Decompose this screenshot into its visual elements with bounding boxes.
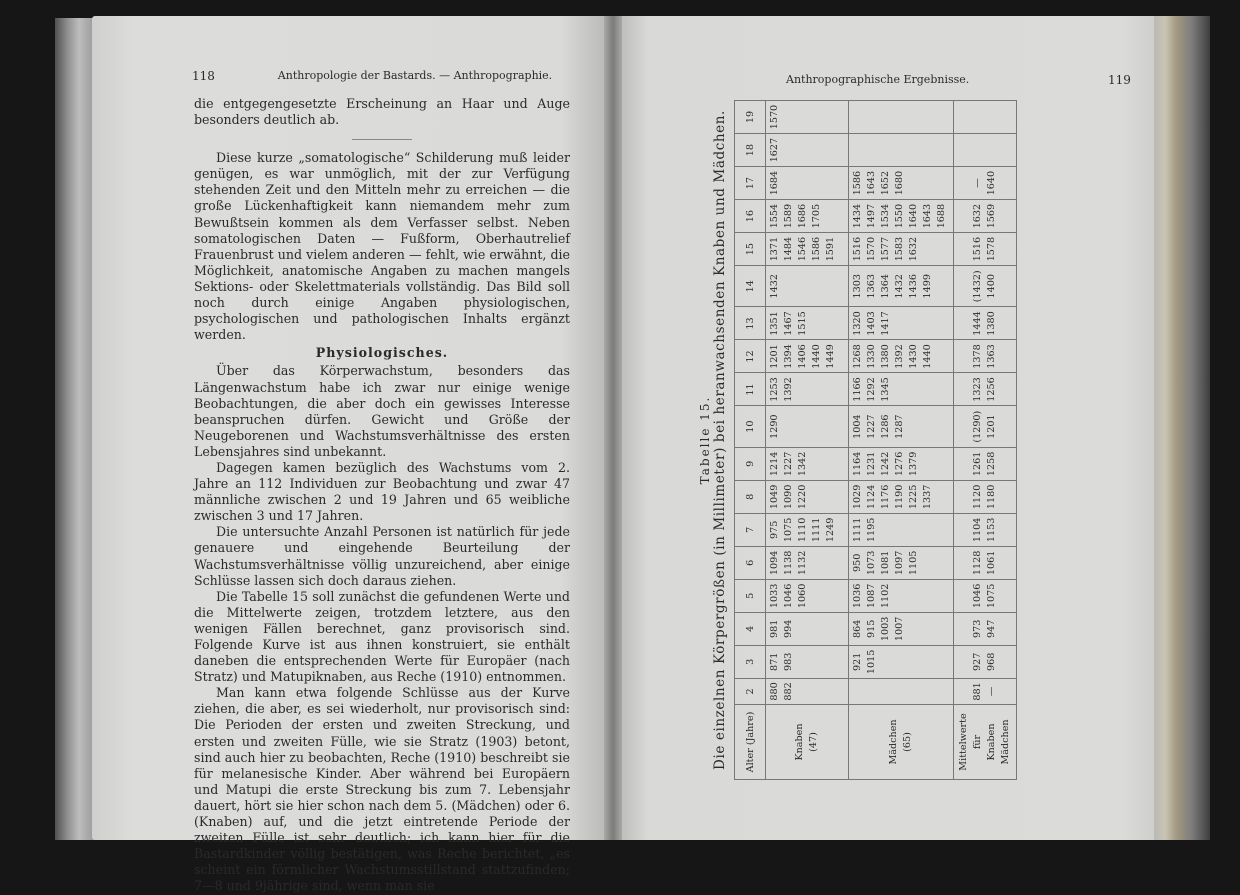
left-running-head xyxy=(192,69,578,83)
girls-cell xyxy=(849,645,954,678)
mean-girls-value: 968 xyxy=(986,652,997,672)
paragraph-tabelle: Die Tabelle 15 soll zunächst die gefundenen Werte und die Mittelwerte zeigen, trotzdem letztere, aus den wenigen Fällen berechnet, ganz provisorisch sind. Folgende Kurve ist aus ihnen konstruiert, sie enthält daneben die entsprechenden Werte für Europäer (nach Stratz) und Matupiknaben, aus Reche (1910) entnommen. xyxy=(194,588,570,685)
boys-value: 1394 xyxy=(783,344,794,369)
girls-cell xyxy=(849,373,954,406)
mean-girls-value: 947 xyxy=(986,619,997,639)
boys-value: 1467 xyxy=(783,311,794,336)
boys-value: 1214 xyxy=(769,451,780,477)
girls-cell xyxy=(849,406,954,447)
mean-girls-label: Mädchen xyxy=(1000,719,1011,765)
boys-cell xyxy=(766,167,849,200)
boys-value: 1705 xyxy=(811,203,822,229)
boys-value: 1201 xyxy=(769,344,780,369)
table-row-means xyxy=(954,101,1017,780)
girls-cell xyxy=(849,134,954,167)
girls-value: 1087 xyxy=(866,583,877,609)
mean-girls-value: 1153 xyxy=(986,517,997,543)
mean-cell xyxy=(954,340,1017,373)
age-header: Alter (Jahre) xyxy=(735,705,766,780)
boys-count: (47) xyxy=(808,732,819,752)
girls-value: 1286 xyxy=(880,414,891,439)
boys-value: 1253 xyxy=(769,377,780,402)
mean-girls-value: 1258 xyxy=(986,451,997,477)
mean-boys-value: 1104 xyxy=(972,517,983,543)
boys-cell xyxy=(766,645,849,678)
section-rule xyxy=(352,139,412,140)
age-header-cell: 8 xyxy=(735,480,766,513)
girls-value: 1225 xyxy=(908,484,919,510)
mean-girls-value: 1363 xyxy=(986,344,997,369)
boys-value: 1570 xyxy=(769,104,780,130)
boys-value: 1371 xyxy=(769,236,780,262)
boys-value: 1554 xyxy=(769,203,780,229)
girls-value: 1330 xyxy=(866,344,877,369)
boys-cell xyxy=(766,134,849,167)
mean-boys-value: 973 xyxy=(972,619,983,639)
girls-value: 1292 xyxy=(866,377,877,402)
boys-cell xyxy=(766,340,849,373)
mean-cell xyxy=(954,678,1017,704)
girls-cell xyxy=(849,612,954,645)
boys-value: 1227 xyxy=(783,451,794,477)
mean-cell xyxy=(954,447,1017,480)
girls-value: 1242 xyxy=(880,451,891,477)
boys-value: 1033 xyxy=(769,583,780,609)
girls-value: 1379 xyxy=(908,451,919,477)
mean-boys-value: 1128 xyxy=(972,550,983,576)
boys-value: 994 xyxy=(783,619,794,639)
boys-value: 1110 xyxy=(797,517,808,543)
girls-cell xyxy=(849,340,954,373)
mean-girls-value: 1201 xyxy=(986,414,997,439)
boys-label: Knaben xyxy=(794,723,805,761)
girls-value: 1176 xyxy=(880,484,891,510)
boys-value: 1290 xyxy=(769,414,780,439)
boys-value: 1046 xyxy=(783,583,794,609)
girls-cell xyxy=(849,480,954,513)
table-15-rotated xyxy=(698,100,1118,780)
boys-value: 1586 xyxy=(811,236,822,262)
girls-value: 864 xyxy=(852,619,863,639)
mean-cell xyxy=(954,579,1017,612)
girls-cell xyxy=(849,167,954,200)
paragraph-anzahl: Die untersuchte Anzahl Personen ist natürlich für jede genauere und eingehende Beurteilung der Wachstumsverhältnisse völlig unzureichend, aber einige Schlüsse lassen sich doch daraus ziehen. xyxy=(194,524,570,588)
age-header-cell: 6 xyxy=(735,546,766,579)
girls-value: 1190 xyxy=(894,484,905,510)
mean-girls-value: 1075 xyxy=(986,583,997,609)
age-header-cell: 13 xyxy=(735,307,766,340)
girls-value: 1392 xyxy=(894,344,905,369)
age-header-cell: 18 xyxy=(735,134,766,167)
mean-boys-value: (1432) xyxy=(972,270,983,303)
girls-value: 1403 xyxy=(866,311,877,336)
boys-cell xyxy=(766,513,849,546)
boys-cell xyxy=(766,307,849,340)
age-header-cell: 4 xyxy=(735,612,766,645)
age-header-cell: 12 xyxy=(735,340,766,373)
intro-paragraph: die entgegengesetzte Erscheinung an Haar und Auge besonders deutlich ab. xyxy=(194,96,570,128)
age-header-cell: 16 xyxy=(735,200,766,233)
girls-cell xyxy=(849,678,954,704)
table-label: Tabelle 15. xyxy=(698,395,712,485)
boys-value: 1138 xyxy=(783,550,794,576)
girls-value: 1516 xyxy=(852,236,863,262)
boys-cell xyxy=(766,546,849,579)
subheading-physiologisches: Physiologisches. xyxy=(315,345,449,361)
boys-cell xyxy=(766,101,849,134)
girls-cell xyxy=(849,233,954,266)
paragraph-somatologie: Diese kurze „somatologische“ Schilderung muß leider genügen, es war unmöglich, mit der zur Verfügung stehenden Zeit und den Mitteln mehr zu erreichen — die große Lückenhaftigkeit kann niemandem mehr zum Bewußtsein kommen als dem Verfasser selbst. Neben somatologischen Daten — Fußform, Oberhautrelief Frauenbrust und vielem anderen — fehlt, wie erwähnt, die Möglichkeit, anatomische Angaben zu machen mangels Sektions- oder Skelettmaterials vollständig. Das Bild soll noch durch einige Angaben physiologischen, psychologischen und pathologischen Inhalts ergänzt werden. xyxy=(194,150,570,343)
mean-boys-value: 1261 xyxy=(972,451,983,477)
girls-value: 1632 xyxy=(908,236,919,262)
girls-value: 1583 xyxy=(894,236,905,262)
girls-cell xyxy=(849,307,954,340)
girls-value: 1550 xyxy=(894,203,905,229)
mean-cell xyxy=(954,134,1017,167)
girls-value: 1227 xyxy=(866,414,877,439)
table-row-boys xyxy=(766,101,849,780)
girls-label-cell xyxy=(849,705,954,780)
mean-girls-value: 1180 xyxy=(986,484,997,510)
mean-label-cell xyxy=(954,705,1017,780)
mean-cell xyxy=(954,480,1017,513)
right-page-number: 119 xyxy=(1108,73,1131,87)
mean-boys-value: 1516 xyxy=(972,236,983,262)
girls-cell xyxy=(849,579,954,612)
boys-value: 1060 xyxy=(797,583,808,609)
girls-cell xyxy=(849,101,954,134)
boys-value: 1342 xyxy=(797,451,808,477)
girls-value: 1380 xyxy=(880,344,891,369)
girls-value: 1105 xyxy=(908,550,919,576)
girls-value: 1499 xyxy=(922,274,933,299)
age-header-cell: 11 xyxy=(735,373,766,406)
mean-cell xyxy=(954,645,1017,678)
girls-value: 1432 xyxy=(894,274,905,299)
boys-cell xyxy=(766,612,849,645)
girls-count: (65) xyxy=(902,732,913,752)
mean-boys-value: 881 xyxy=(972,682,983,701)
boys-value: 1132 xyxy=(797,550,808,576)
girls-value: 915 xyxy=(866,619,877,639)
boys-cell xyxy=(766,233,849,266)
boys-value: 1591 xyxy=(825,236,836,262)
mean-girls-value: — xyxy=(986,686,997,697)
girls-value: 1688 xyxy=(936,203,947,229)
girls-value: 1586 xyxy=(852,170,863,196)
girls-value: 1303 xyxy=(852,274,863,299)
girls-value: 1231 xyxy=(866,451,877,477)
left-page-body xyxy=(194,96,570,895)
age-header-cell: 3 xyxy=(735,645,766,678)
book-edge-right xyxy=(1150,16,1210,840)
mean-girls-value: 1640 xyxy=(986,170,997,196)
girls-value: 1577 xyxy=(880,236,891,262)
mean-boys-label: Knaben xyxy=(986,723,997,761)
boys-value: 1094 xyxy=(769,550,780,576)
boys-value: 1686 xyxy=(797,203,808,229)
boys-cell xyxy=(766,579,849,612)
girls-value: 1337 xyxy=(922,484,933,510)
mean-cell xyxy=(954,266,1017,307)
girls-value: 950 xyxy=(852,553,863,573)
mean-cell xyxy=(954,373,1017,406)
girls-value: 1004 xyxy=(852,414,863,439)
mean-boys-value: — xyxy=(972,178,983,188)
girls-value: 1417 xyxy=(880,311,891,336)
boys-value: 1351 xyxy=(769,311,780,336)
mean-girls-value: 1256 xyxy=(986,377,997,402)
mean-girls-value: 1578 xyxy=(986,236,997,262)
mean-cell xyxy=(954,546,1017,579)
girls-cell xyxy=(849,546,954,579)
mean-cell xyxy=(954,233,1017,266)
girls-value: 1081 xyxy=(880,550,891,576)
girls-value: 1640 xyxy=(908,203,919,229)
age-header-cell: 2 xyxy=(735,678,766,704)
boys-value: 1090 xyxy=(783,484,794,510)
girls-value: 1124 xyxy=(866,484,877,510)
girls-value: 921 xyxy=(852,652,863,672)
boys-value: 983 xyxy=(783,652,794,672)
age-header-cell: 17 xyxy=(735,167,766,200)
girls-value: 1007 xyxy=(894,616,905,642)
boys-cell xyxy=(766,447,849,480)
book-edge-left xyxy=(55,18,95,840)
boys-value: 1484 xyxy=(783,236,794,262)
girls-value: 1363 xyxy=(866,274,877,299)
age-header-cell: 5 xyxy=(735,579,766,612)
girls-value: 1268 xyxy=(852,344,863,369)
boys-cell xyxy=(766,480,849,513)
boys-cell xyxy=(766,200,849,233)
boys-value: 1440 xyxy=(811,344,822,369)
girls-value: 1097 xyxy=(894,550,905,576)
age-header-cell: 14 xyxy=(735,266,766,307)
boys-value: 1392 xyxy=(783,377,794,402)
boys-value: 880 xyxy=(769,682,780,701)
girls-value: 1643 xyxy=(866,170,877,196)
girls-cell xyxy=(849,447,954,480)
girls-value: 1102 xyxy=(880,583,891,609)
mean-boys-value: 1632 xyxy=(972,203,983,229)
table-caption: Die einzelnen Körpergrößen (in Millimeter) bei heranwachsenden Knaben und Mädchen. xyxy=(712,110,728,770)
girls-value: 1680 xyxy=(894,170,905,196)
boys-value: 981 xyxy=(769,619,780,639)
boys-value: 1406 xyxy=(797,344,808,369)
boys-value: 1684 xyxy=(769,170,780,196)
mean-cell xyxy=(954,612,1017,645)
boys-value: 871 xyxy=(769,652,780,672)
boys-value: 1049 xyxy=(769,484,780,510)
girls-value: 1364 xyxy=(880,274,891,299)
girls-value: 1534 xyxy=(880,203,891,229)
age-header-cell: 19 xyxy=(735,101,766,134)
right-running-title: Anthropographische Ergebnisse. xyxy=(786,73,970,86)
book-gutter xyxy=(604,16,622,840)
girls-value: 1436 xyxy=(908,274,919,299)
age-header-cell: 7 xyxy=(735,513,766,546)
paragraph-koerperwachstum: Über das Körperwachstum, besonders das Längenwachstum habe ich zwar nur einige wenige Beobachtungen, die aber doch ein gewisses Interesse beanspruchen dürfen. Gewicht und Größe der Neugeborenen und Wachstumsverhältnisse des ersten Lebensjahres sind unbekannt. xyxy=(194,363,570,459)
boys-value: 1432 xyxy=(769,274,780,299)
girls-value: 1164 xyxy=(852,451,863,477)
table-row-girls xyxy=(849,101,954,780)
boys-value: 1075 xyxy=(783,517,794,543)
girls-value: 1276 xyxy=(894,451,905,477)
mean-cell xyxy=(954,101,1017,134)
boys-value: 1546 xyxy=(797,236,808,262)
girls-value: 1003 xyxy=(880,616,891,642)
mean-boys-value: 1378 xyxy=(972,344,983,369)
mean-cell xyxy=(954,513,1017,546)
girls-value: 1073 xyxy=(866,550,877,576)
girls-value: 1166 xyxy=(852,377,863,402)
girls-value: 1643 xyxy=(922,203,933,229)
girls-value: 1345 xyxy=(880,377,891,402)
girls-value: 1440 xyxy=(922,344,933,369)
girls-label: Mädchen xyxy=(888,719,899,765)
boys-value: 1627 xyxy=(769,137,780,163)
mean-girls-value: 1400 xyxy=(986,274,997,299)
boys-value: 1111 xyxy=(811,517,822,543)
girls-value: 1497 xyxy=(866,203,877,229)
age-header-cell: 15 xyxy=(735,233,766,266)
mean-label: Mittelwerte für xyxy=(958,713,983,771)
boys-cell xyxy=(766,406,849,447)
mean-boys-value: 1120 xyxy=(972,484,983,510)
mean-cell xyxy=(954,200,1017,233)
boys-cell xyxy=(766,678,849,704)
boys-cell xyxy=(766,373,849,406)
girls-value: 1434 xyxy=(852,203,863,229)
girls-value: 1015 xyxy=(866,649,877,675)
mean-boys-value: (1290) xyxy=(972,410,983,443)
age-header-cell: 9 xyxy=(735,447,766,480)
girls-value: 1195 xyxy=(866,517,877,543)
girls-value: 1430 xyxy=(908,344,919,369)
mean-cell xyxy=(954,167,1017,200)
paragraph-beobachtung: Dagegen kamen bezüglich des Wachstums vom 2. Jahre an 112 Individuen zur Beobachtung und zwar 47 männliche zwischen 2 und 19 Jahren und 65 weibliche zwischen 3 und 17 Jahren. xyxy=(194,459,570,524)
mean-girls-value: 1380 xyxy=(986,311,997,336)
left-page-number: 118 xyxy=(192,69,215,83)
girls-value: 1029 xyxy=(852,484,863,510)
boys-value: 1589 xyxy=(783,203,794,229)
girls-value: 1570 xyxy=(866,236,877,262)
boys-label-cell xyxy=(766,705,849,780)
paragraph-schluesse: Man kann etwa folgende Schlüsse aus der Kurve ziehen, die aber, es sei wiederholt, nur provisorisch sind: Die Perioden der ersten und zweiten Streckung, und ersten und zweiten Fülle, wie sie Stratz (1903) betont, sind auch hier zu beobachten, Reche (1910) beschreibt sie für melanesische Kinder. Aber während bei Europäern und Matupi die erste Streckung bis zum 7. Lebensjahr dauert, hört sie hier schon nach dem 5. (Mädchen) oder 6. (Knaben) auf, und die jetzt eintretende Periode der zweiten Fülle ist sehr deutlich; ich kann hier für die Bastardkinder völlig bestätigen, was Reche berichtet, „es scheint ein förmlicher Wachstumsstillstand stattzufinden; 7—8 und 9jährige sind, wenn man sie xyxy=(194,685,570,894)
boys-value: 1249 xyxy=(825,517,836,543)
mean-boys-value: 1046 xyxy=(972,583,983,609)
boys-value: 1515 xyxy=(797,311,808,336)
girls-value: 1320 xyxy=(852,311,863,336)
mean-boys-value: 1323 xyxy=(972,377,983,402)
table-header-row xyxy=(735,101,766,780)
age-header-cell: 10 xyxy=(735,406,766,447)
girls-value: 1287 xyxy=(894,414,905,439)
boys-value: 975 xyxy=(769,520,780,540)
mean-cell xyxy=(954,307,1017,340)
mean-cell xyxy=(954,406,1017,447)
mean-girls-value: 1569 xyxy=(986,203,997,229)
growth-table xyxy=(734,100,1017,780)
girls-value: 1036 xyxy=(852,583,863,609)
girls-value: 1111 xyxy=(852,517,863,543)
girls-cell xyxy=(849,513,954,546)
boys-value: 1449 xyxy=(825,344,836,369)
girls-cell xyxy=(849,266,954,307)
boys-value: 882 xyxy=(783,682,794,701)
boys-cell xyxy=(766,266,849,307)
girls-cell xyxy=(849,200,954,233)
mean-boys-value: 927 xyxy=(972,652,983,672)
girls-value: 1652 xyxy=(880,170,891,196)
boys-value: 1220 xyxy=(797,484,808,510)
mean-girls-value: 1061 xyxy=(986,550,997,576)
left-running-title: Anthropologie der Bastards. — Anthropographie. xyxy=(277,69,553,82)
mean-boys-value: 1444 xyxy=(972,311,983,336)
